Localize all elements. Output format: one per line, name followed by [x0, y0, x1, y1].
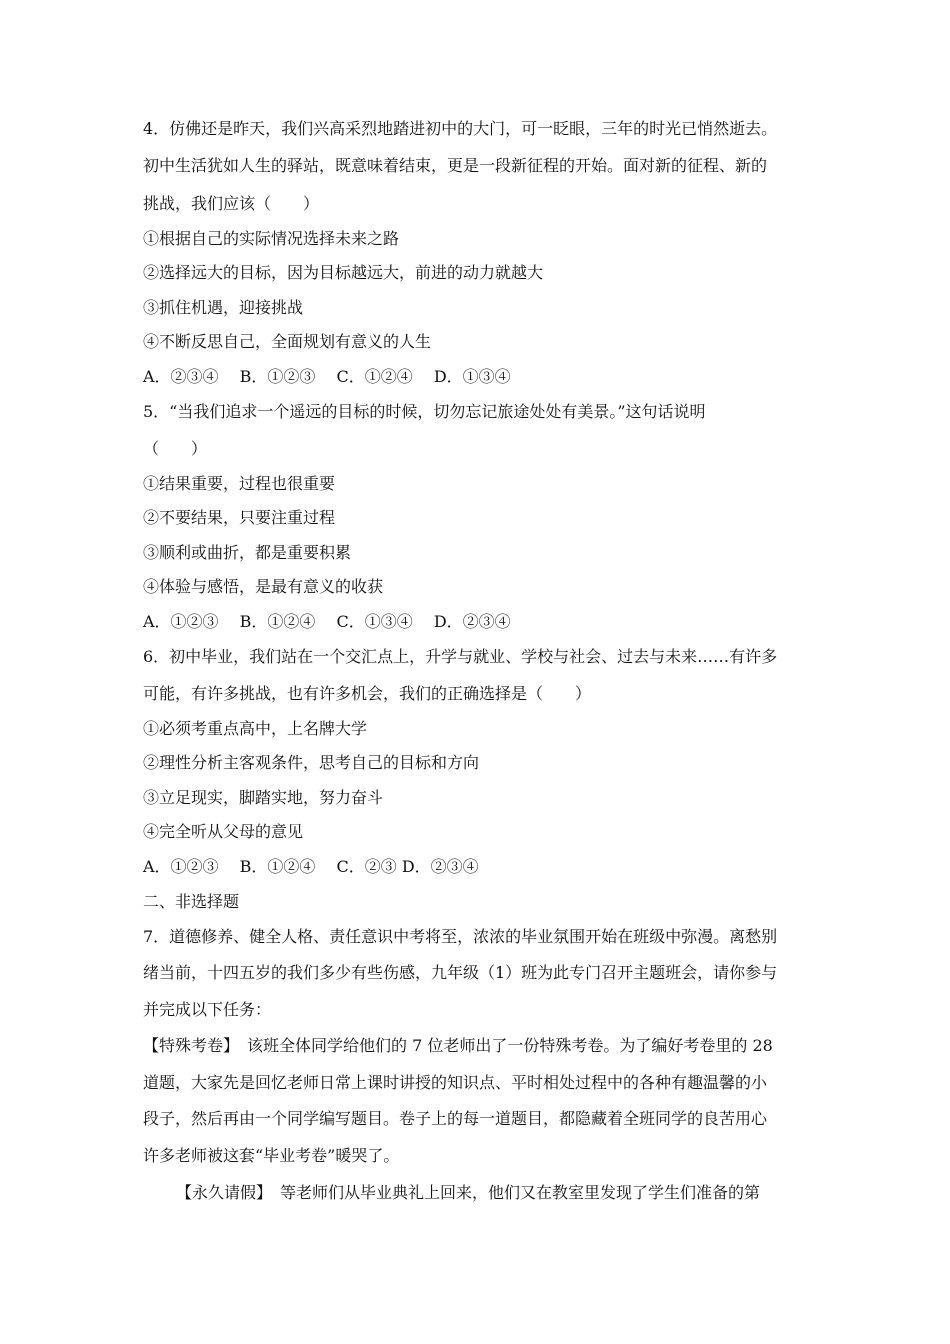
q7-para1-line-3: 段子，然后再由一个同学编写题目。卷子上的每一道题目，都隐藏着全班同学的良苦用心 [143, 1109, 768, 1128]
q6-stem-line-1: 6．初中毕业，我们站在一个交汇点上，升学与就业、学校与社会、过去与未来……有许多 [143, 647, 778, 666]
q5-item-2: ②不要结果，只要注重过程 [143, 508, 336, 527]
section-heading: 二、非选择题 [143, 892, 240, 911]
q4-stem-line-2: 初中生活犹如人生的驿站，既意味着结束，更是一段新征程的开始。面对新的征程、新的 [143, 156, 768, 175]
q7-stem-line-1: 7．道德修养、健全人格、责任意识中考将至，浓浓的毕业氛围开始在班级中弥漫。离愁别 [143, 927, 778, 946]
q4-stem-line-1: 4．仿佛还是昨天，我们兴高采烈地踏进初中的大门，可一眨眼，三年的时光已悄然逝去。 [143, 119, 778, 138]
q5-stem-line-1: 5．“当我们追求一个遥远的目标的时候，切勿忘记旅途处处有美景。”这句话说明 [143, 402, 706, 421]
q5-item-4: ④体验与感悟，是最有意义的收获 [143, 577, 384, 596]
q4-options: A．②③④ B．①②③ C．①②④ D．①③④ [143, 367, 511, 386]
q6-stem-line-2: 可能，有许多挑战，也有许多机会，我们的正确选择是（ ） [143, 684, 592, 703]
q7-para1-line-4: 许多老师被这套“毕业考卷”暖哭了。 [143, 1146, 400, 1165]
q7-stem-line-2: 绪当前，十四五岁的我们多少有些伤感，九年级（1）班为此专门召开主题班会，请你参与 [143, 963, 778, 982]
q4-item-3: ③抓住机遇，迎接挑战 [143, 298, 304, 317]
q7-stem-line-3: 并完成以下任务： [143, 1000, 272, 1019]
q5-options: A．①②③ B．①②④ C．①③④ D．②③④ [143, 612, 511, 631]
q7-para1-line-1: 【特殊考卷】 该班全体同学给他们的 7 位老师出了一份特殊考卷。为了编好考卷里的 28 [143, 1036, 773, 1055]
q6-item-1: ①必须考重点高中，上名牌大学 [143, 719, 368, 738]
q4-item-2: ②选择远大的目标，因为目标越远大，前进的动力就越大 [143, 263, 544, 282]
q6-options: A．①②③ B．①②④ C．②③ D．②③④ [143, 857, 479, 876]
q5-item-1: ①结果重要，过程也很重要 [143, 474, 336, 493]
q4-item-4: ④不断反思自己，全面规划有意义的人生 [143, 332, 432, 351]
q4-item-1: ①根据自己的实际情况选择未来之路 [143, 229, 400, 248]
q4-stem-line-3: 挑战，我们应该（ ） [143, 194, 320, 213]
q7-para2-line-1: 【永久请假】 等老师们从毕业典礼上回来，他们又在教室里发现了学生们准备的第 [176, 1183, 761, 1202]
q6-item-4: ④完全听从父母的意见 [143, 822, 304, 841]
q5-item-3: ③顺利或曲折，都是重要积累 [143, 543, 352, 562]
q6-item-3: ③立足现实，脚踏实地，努力奋斗 [143, 788, 384, 807]
q5-stem-line-2: （ ） [143, 439, 208, 458]
q7-para1-line-2: 道题，大家先是回忆老师日常上课时讲授的知识点、平时相处过程中的各种有趣温馨的小 [143, 1073, 768, 1092]
q6-item-2: ②理性分析主客观条件，思考自己的目标和方向 [143, 753, 480, 772]
